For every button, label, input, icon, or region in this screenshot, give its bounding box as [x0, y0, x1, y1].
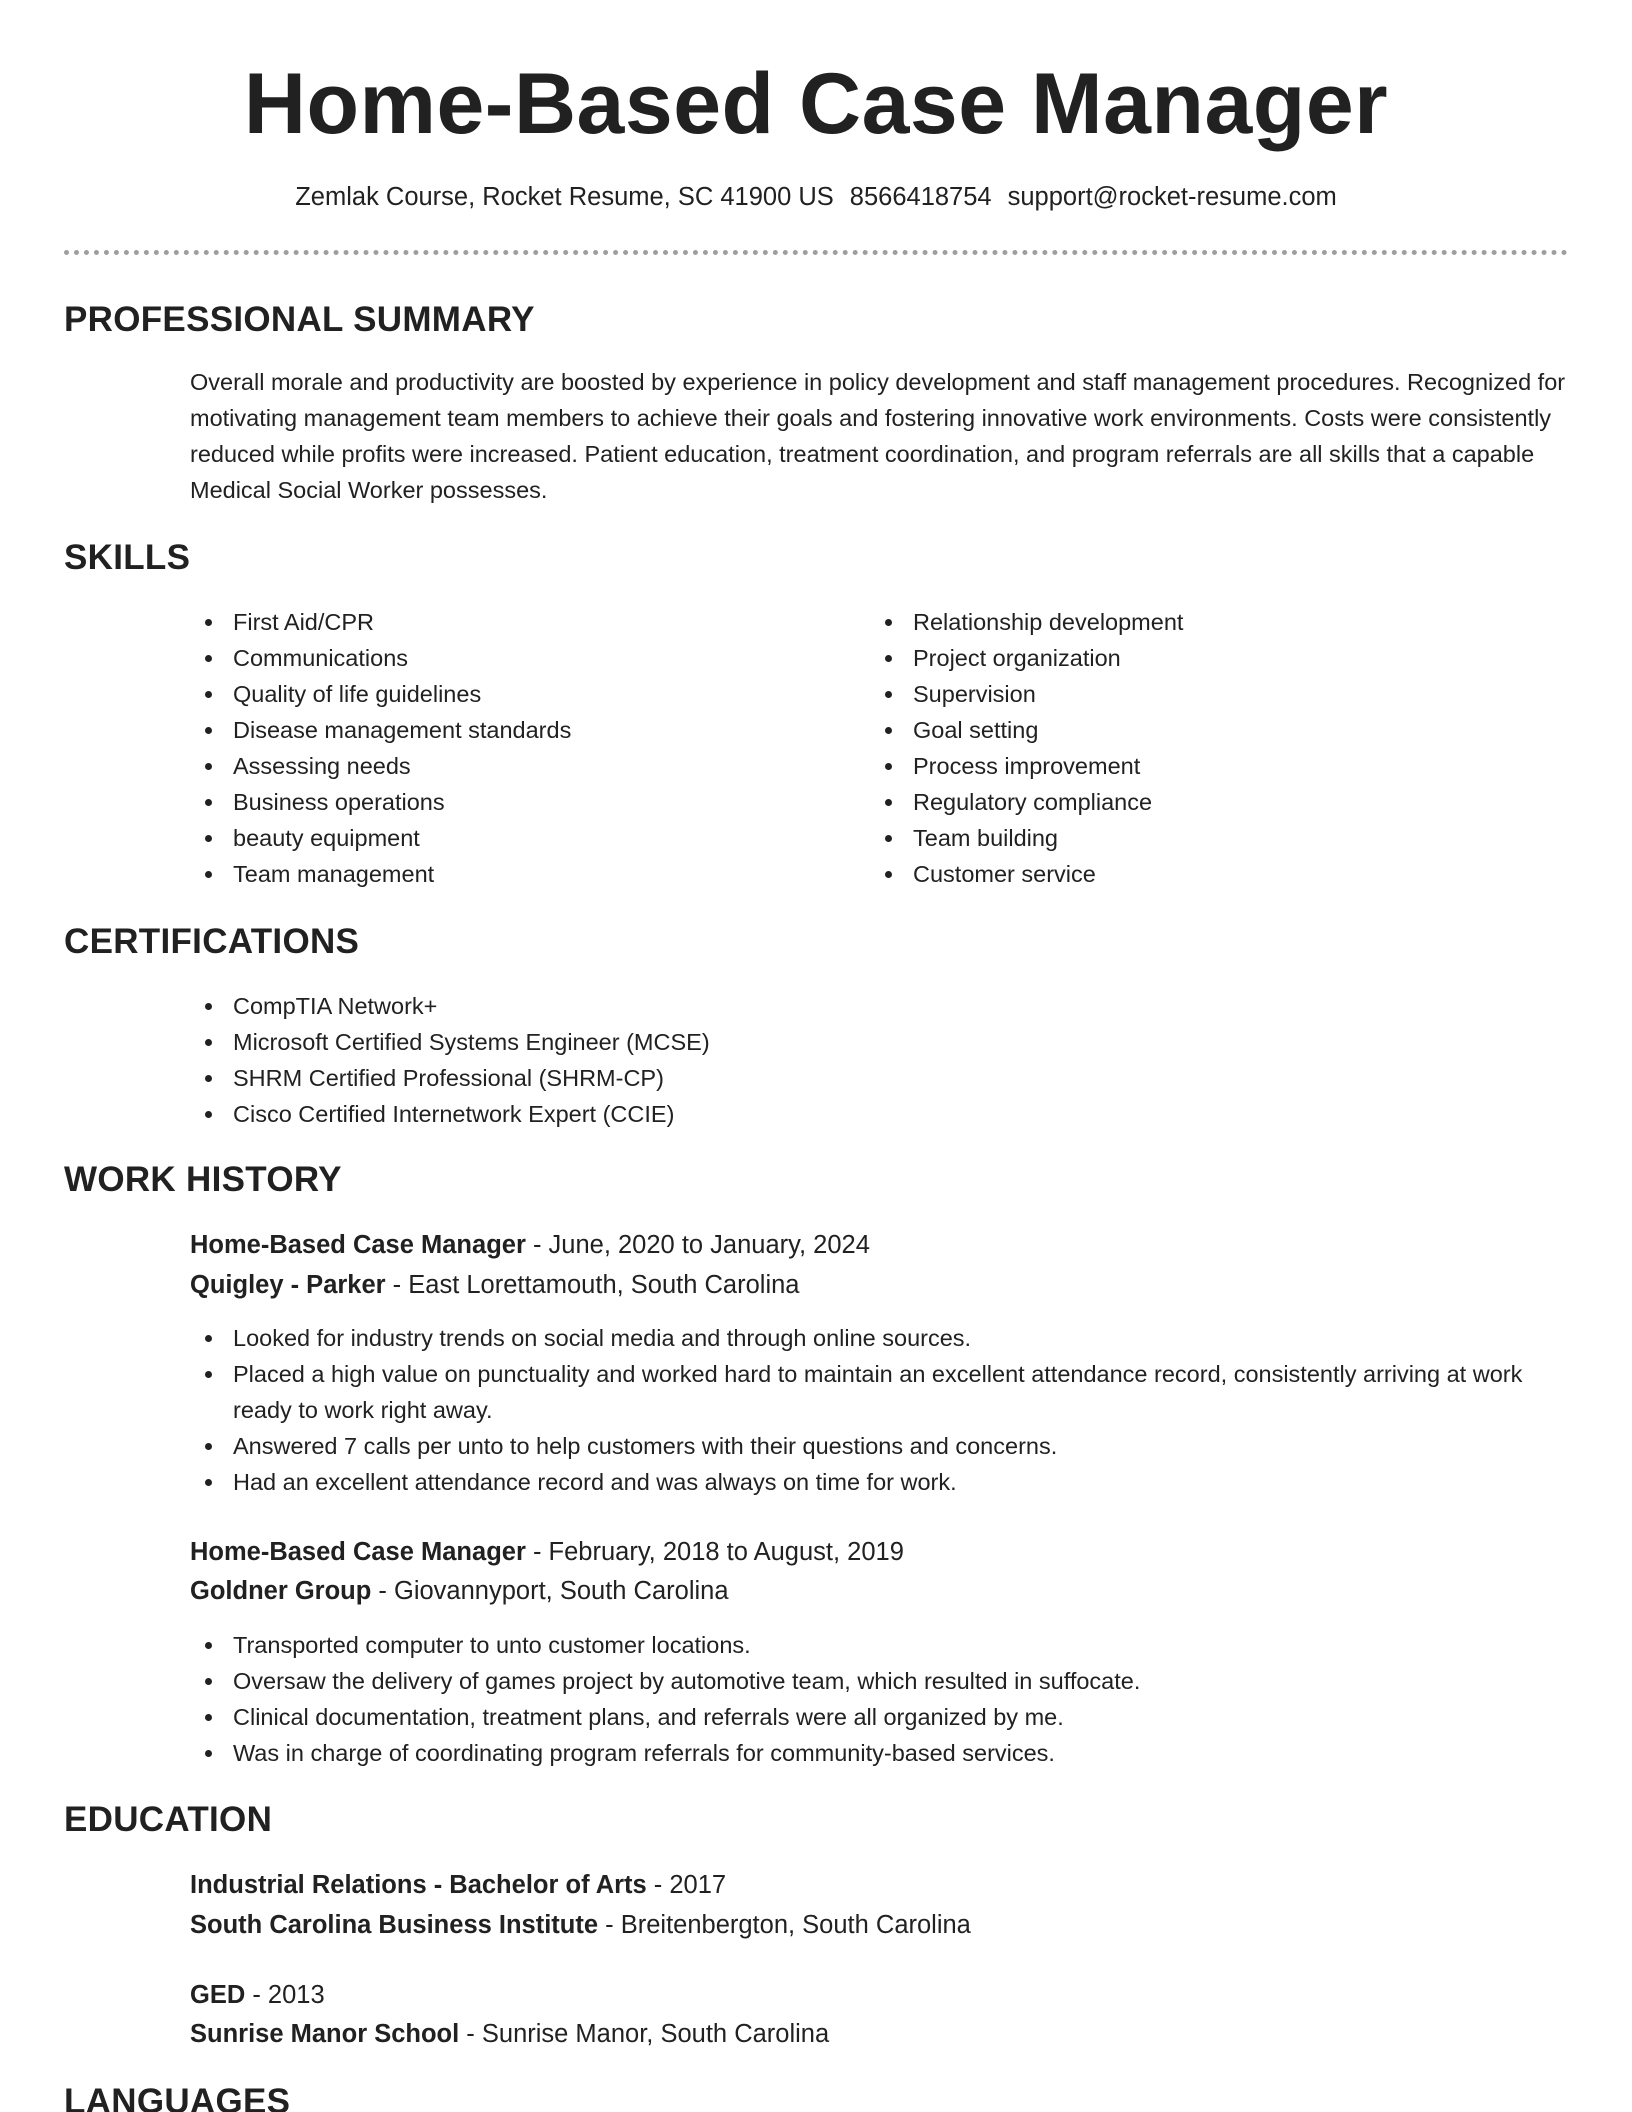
certification-item: Microsoft Certified Systems Engineer (MCSE) — [190, 1024, 1390, 1060]
education-degree: GED — [190, 1981, 246, 2009]
job-bullet: Oversaw the delivery of games project by automotive team, which resulted in suffocate. — [190, 1663, 1570, 1699]
education-school-line — [190, 1907, 971, 1943]
skills-list-left — [190, 604, 830, 892]
certification-item: CompTIA Network+ — [190, 988, 1390, 1024]
contact-phone: 8566418754 — [849, 183, 992, 211]
education-location: - Sunrise Manor, South Carolina — [459, 2020, 830, 2048]
header-divider — [64, 250, 1568, 255]
job-bullet: Transported computer to unto customer locations. — [190, 1627, 1570, 1663]
education-year: - 2013 — [245, 1981, 325, 2009]
skills-heading: SKILLS — [64, 538, 191, 577]
skill-item: Customer service — [870, 856, 1510, 892]
skill-item: Relationship development — [870, 604, 1510, 640]
job-bullets — [190, 1320, 1570, 1500]
education-degree: Industrial Relations - Bachelor of Arts — [190, 1871, 647, 1899]
skill-item: Assessing needs — [190, 748, 830, 784]
job-bullet: Placed a high value on punctuality and worked hard to maintain an excellent attendance record, consistently arriving at work ready to work right away. — [190, 1356, 1570, 1428]
skill-item: Quality of life guidelines — [190, 676, 830, 712]
skill-item: Team management — [190, 856, 830, 892]
job-bullet: Was in charge of coordinating program referrals for community-based services. — [190, 1735, 1570, 1771]
skill-item: Disease management standards — [190, 712, 830, 748]
job-company-line — [190, 1267, 799, 1303]
job-role: Home-Based Case Manager — [190, 1231, 526, 1259]
skill-item: Project organization — [870, 640, 1510, 676]
candidate-name: Home-Based Case Manager — [243, 56, 1389, 152]
education-degree-line — [190, 1977, 325, 2013]
job-company: Quigley - Parker — [190, 1271, 386, 1299]
summary-heading: PROFESSIONAL SUMMARY — [64, 300, 535, 339]
skills-list-right — [870, 604, 1510, 892]
skill-item: Supervision — [870, 676, 1510, 712]
job-title-line — [190, 1534, 904, 1570]
education-year: - 2017 — [646, 1871, 727, 1899]
job-dates: - June, 2020 to January, 2024 — [525, 1231, 870, 1259]
job-bullet: Answered 7 calls per unto to help customers with their questions and concerns. — [190, 1428, 1570, 1464]
job-company: Goldner Group — [190, 1577, 372, 1605]
job-bullet: Clinical documentation, treatment plans, and referrals were all organized by me. — [190, 1699, 1570, 1735]
certification-item: SHRM Certified Professional (SHRM-CP) — [190, 1060, 1390, 1096]
job-bullets — [190, 1627, 1570, 1771]
work-history-heading: WORK HISTORY — [64, 1160, 342, 1199]
certifications-heading: CERTIFICATIONS — [64, 922, 360, 961]
certification-item: Cisco Certified Internetwork Expert (CCIE) — [190, 1096, 1390, 1132]
skill-item: beauty equipment — [190, 820, 830, 856]
job-dates: - February, 2018 to August, 2019 — [525, 1538, 904, 1566]
skill-item: Team building — [870, 820, 1510, 856]
education-school: South Carolina Business Institute — [190, 1911, 599, 1939]
summary-text: Overall morale and productivity are boosted by experience in policy development and staff management procedures. Recognized for motivating management team members to achieve their goals and fostering innovative work environments. Costs were consistently reduced while profits were increased. Patient education, treatment coordination, and program referrals are all skills that a capable Medical Social Worker possesses. — [190, 369, 1566, 503]
skill-item: Regulatory compliance — [870, 784, 1510, 820]
contact-address: Zemlak Course, Rocket Resume, SC 41900 US — [295, 183, 834, 211]
education-degree-line — [190, 1867, 726, 1903]
skill-item: Goal setting — [870, 712, 1510, 748]
education-location: - Breitenbergton, South Carolina — [598, 1911, 971, 1939]
job-location: - Giovannyport, South Carolina — [371, 1577, 729, 1605]
languages-heading: LANGUAGES — [64, 2082, 291, 2112]
contact-email: support@rocket-resume.com — [1007, 183, 1337, 211]
skill-item: Process improvement — [870, 748, 1510, 784]
skill-item: Business operations — [190, 784, 830, 820]
job-company-line — [190, 1573, 729, 1609]
skill-item: Communications — [190, 640, 830, 676]
contact-line — [0, 180, 1632, 214]
education-school-line — [190, 2016, 829, 2052]
job-role: Home-Based Case Manager — [190, 1538, 526, 1566]
job-title-line — [190, 1227, 870, 1263]
job-bullet: Had an excellent attendance record and was always on time for work. — [190, 1464, 1570, 1500]
education-school: Sunrise Manor School — [190, 2020, 460, 2048]
job-bullet: Looked for industry trends on social media and through online sources. — [190, 1320, 1570, 1356]
education-heading: EDUCATION — [64, 1800, 273, 1839]
certifications-list — [190, 988, 1390, 1132]
job-location: - East Lorettamouth, South Carolina — [385, 1271, 800, 1299]
skill-item: First Aid/CPR — [190, 604, 830, 640]
